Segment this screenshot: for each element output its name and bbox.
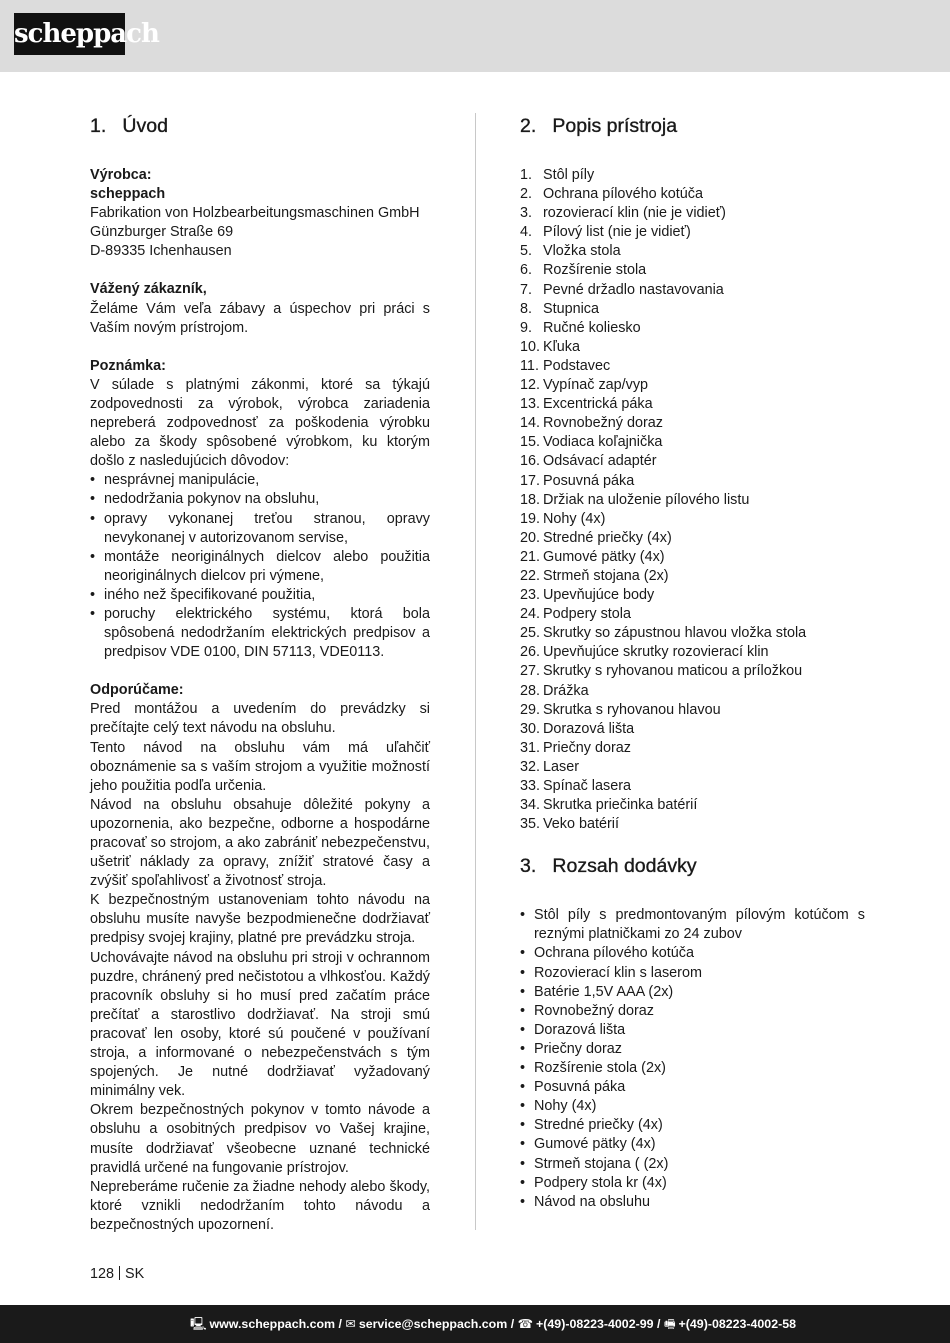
list-item: 11. Podstavec <box>520 357 611 374</box>
parts-list <box>520 166 865 834</box>
list-item: 34. Skrutka priečinka batérií <box>520 797 698 814</box>
list-item: • opravy vykonanej treťou stranou, opravy nevykonanej v autorizovanom servise, <box>90 510 430 548</box>
fax-icon: 🖷 <box>663 1317 676 1331</box>
page-header <box>0 0 950 72</box>
list-item: 33. Spínač lasera <box>520 778 631 794</box>
recommend-paragraph: Pred montážou a uvedením do prevádzky si prečítajte celý text návodu na obsluhu. <box>90 701 430 737</box>
page-footer <box>0 1305 950 1343</box>
list-item: 1. Stôl píly <box>520 167 595 183</box>
note-text: V súlade s platnými zákonmi, ktoré sa týkajú zodpovednosti za výrobok, výrobca zariadenia nepreberá zodpovednosť za poškodenia výrobku alebo za škody spôsobené výrobkom, ku ktorým došlo z nasledujúcich dôvodov: <box>90 376 430 470</box>
list-item: • Stôl píly s predmontovaným pílovým kotúčom s reznými platničkami zo 24 zubov <box>520 906 865 944</box>
list-item: 30. Dorazová lišta <box>520 720 635 737</box>
page-number: 128 SK <box>90 1266 145 1282</box>
recommend-paragraph: K bezpečnostným ustanoveniam tohto návodu na obsluhu musíte navyše bezpodmienečne dodržiavať predpisy svojej krajiny, platné pre prevádzku stroja. <box>90 892 430 947</box>
list-item: 31. Priečny doraz <box>520 739 631 756</box>
scope-of-delivery-heading: 3. Rozsah dodávky <box>520 855 697 878</box>
footer-fax: +(49)-08223-4002-58 <box>678 1317 796 1331</box>
list-item: 21. Gumové pätky (4x) <box>520 548 665 565</box>
manufacturer-city: D-89335 Ichenhausen <box>90 243 232 260</box>
intro-heading: 1. Úvod <box>90 115 168 137</box>
list-item: 17. Posuvná páka <box>520 472 635 489</box>
list-item: 23. Upevňujúce body <box>520 587 655 604</box>
list-item: • Priečny doraz <box>520 1040 865 1059</box>
greeting-label: Vážený zákazník, <box>90 281 207 298</box>
list-item: • Rozšírenie stola (2x) <box>520 1059 865 1078</box>
list-item: • Návod na obsluhu <box>520 1193 865 1212</box>
list-item: 35. Veko batérií <box>520 816 620 833</box>
list-item: 4. Pílový list (nie je vidieť) <box>520 224 691 241</box>
list-item: 28. Drážka <box>520 682 589 699</box>
manufacturer-name: scheppach <box>90 186 166 203</box>
list-item: 14. Rovnobežný doraz <box>520 415 663 432</box>
list-item: 20. Stredné priečky (4x) <box>520 529 672 546</box>
list-item: 7. Pevné držadlo nastavovania <box>520 281 724 298</box>
list-item: 3. rozovierací klin (nie je vidieť) <box>520 205 726 222</box>
computer-icon: 🖳 <box>190 1317 207 1331</box>
list-item: • Stredné priečky (4x) <box>520 1116 865 1135</box>
list-item: 6. Rozšírenie stola <box>520 262 647 279</box>
footer-phone: +(49)-08223-4002-99 / <box>536 1317 661 1331</box>
phone-icon: ☎ <box>517 1317 534 1331</box>
recommend-paragraph: Nepreberáme ručenie za žiadne nehody alebo škody, ktoré vznikli nedodržaním tohto návodu a bezpečnostných upozornení. <box>90 1178 430 1233</box>
list-item: 26. Upevňujúce skrutky rozovierací klin <box>520 644 769 661</box>
footer-email[interactable]: service@scheppach.com / <box>358 1317 515 1331</box>
list-item: 32. Laser <box>520 758 579 775</box>
list-item: • iného než špecifikované použitia, <box>90 586 430 605</box>
list-item: 29. Skrutka s ryhovanou hlavou <box>520 701 721 718</box>
list-item: 15. Vodiaca koľajnička <box>520 434 663 451</box>
footer-web[interactable]: www.scheppach.com / <box>209 1317 342 1331</box>
list-item: • Batérie 1,5V AAA (2x) <box>520 983 865 1002</box>
list-item: • nesprávnej manipulácie, <box>90 471 430 490</box>
column-divider <box>475 113 476 1230</box>
list-item: • Nohy (4x) <box>520 1097 865 1116</box>
list-item: 5. Vložka stola <box>520 243 621 260</box>
recommend-label: Odporúčame: <box>90 682 184 699</box>
list-item: • Posuvná páka <box>520 1078 865 1097</box>
list-item: 16. Odsávací adaptér <box>520 453 657 470</box>
list-item: 8. Stupnica <box>520 300 600 317</box>
manufacturer-label: Výrobca: <box>90 167 152 183</box>
recommend-paragraph: Tento návod na obsluhu vám má uľahčiť oboznámenie sa s vaším strojom a využitie možností jeho použitia podľa určenia. <box>90 739 430 794</box>
list-item: • Strmeň stojana ( (2x) <box>520 1155 865 1174</box>
list-item: 19. Nohy (4x) <box>520 510 606 527</box>
list-item: 24. Podpery stola <box>520 606 631 623</box>
manufacturer-street: Günzburger Straße 69 <box>90 224 234 241</box>
list-item: 2. Ochrana pílového kotúča <box>520 186 703 203</box>
scheppach-logo: scheppach <box>14 13 125 55</box>
list-item: 13. Excentrická páka <box>520 396 653 413</box>
list-item: 9. Ručné koliesko <box>520 319 641 336</box>
list-item: 10. Kľuka <box>520 338 580 355</box>
manufacturer-company: Fabrikation von Holzbearbeitungsmaschinen GmbH <box>90 205 420 222</box>
right-column <box>520 112 865 1212</box>
device-description-heading: 2. Popis prístroja <box>520 115 678 137</box>
greeting-text: Želáme Vám veľa zábavy a úspechov pri práci s Vaším novým prístrojom. <box>90 300 430 336</box>
list-item: 22. Strmeň stojana (2x) <box>520 567 669 584</box>
list-item: • montáže neoriginálnych dielcov alebo použitia neoriginálnych dielcov pri výmene, <box>90 548 430 586</box>
list-item: 18. Držiak na uloženie pílového listu <box>520 491 750 508</box>
list-item: • poruchy elektrického systému, ktorá bola spôsobená nedodržaním elektrických predpisov a predpisov VDE 0100, DIN 57113, VDE0113. <box>90 605 430 662</box>
list-item: • Ochrana pílového kotúča <box>520 944 865 963</box>
list-item: • Gumové pätky (4x) <box>520 1135 865 1154</box>
list-item: • Dorazová lišta <box>520 1021 865 1040</box>
list-item: 12. Vypínač zap/vyp <box>520 377 649 394</box>
recommend-paragraph: Návod na obsluhu obsahuje dôležité pokyny a upozornenia, ako bezpečne, odborne a hospodárne pracovať so strojom, a ako zabrániť nebezpečenstvu, ušetriť náklady za opravy, znížiť stratové časy a zvýšiť spoľahlivosť a životnosť stroja. <box>90 796 430 890</box>
note-bullet-list <box>90 471 430 662</box>
list-item: • nedodržania pokynov na obsluhu, <box>90 490 430 509</box>
note-label: Poznámka: <box>90 357 166 374</box>
list-item: • Podpery stola kr (4x) <box>520 1174 865 1193</box>
recommend-paragraph: Okrem bezpečnostných pokynov v tomto návode a obsluhu a osobitných predpisov vo Vašej krajine, musíte dodržiavať všeobecne uznané technické pravidlá určené na fungovanie prístrojov. <box>90 1102 430 1176</box>
list-item: • Rovnobežný doraz <box>520 1002 865 1021</box>
recommend-paragraph: Uchovávajte návod na obsluhu pri stroji v ochrannom puzdre, chránený pred nečistotou a vlhkosťou. Každý pracovník obsluhy si ho musí pred začatím práce prečítať a starostlivo dodržiavať. Na stroji smú pracovať len osoby, ktoré sú poučené v používaní stroja, a informované o nebezpečenstvách s tým spojených. Je nutné dodržiavať vyžadovaný minimálny vek. <box>90 949 430 1100</box>
list-item: 25. Skrutky so zápustnou hlavou vložka stola <box>520 625 807 642</box>
left-column <box>90 112 430 1235</box>
mail-icon: ✉ <box>345 1317 356 1331</box>
scope-list <box>520 906 865 1212</box>
list-item: • Rozovierací klin s laserom <box>520 964 865 983</box>
list-item: 27. Skrutky s ryhovanou maticou a príložkou <box>520 663 803 680</box>
